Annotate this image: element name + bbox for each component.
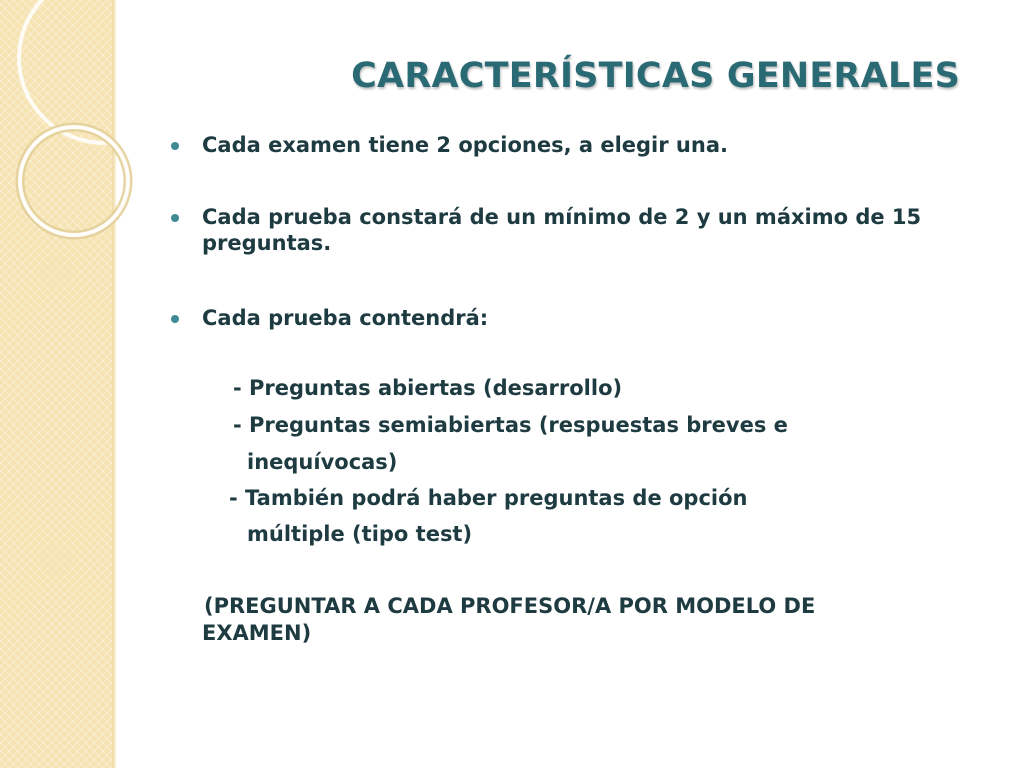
bullet-item (171, 132, 961, 162)
sub-item-line: - También podrá haber preguntas de opción (229, 486, 748, 510)
note-line: EXAMEN) (202, 621, 312, 645)
slide-title: CARACTERÍSTICAS GENERALES (351, 56, 960, 96)
sub-item-line: inequívocas) (247, 450, 398, 474)
bullet-text: Cada examen tiene 2 opciones, a elegir una. (202, 133, 728, 157)
bullet-text: Cada prueba constará de un mínimo de 2 y un máximo de 15 preguntas. (202, 205, 922, 255)
bullet-dot (171, 214, 179, 222)
decorative-rings (0, 0, 180, 270)
sub-item-line: múltiple (tipo test) (247, 522, 473, 546)
bullet-dot (171, 142, 179, 150)
bullet-dot (171, 315, 179, 323)
sub-item-line: - Preguntas semiabiertas (respuestas breves e (233, 413, 788, 437)
note-line: (PREGUNTAR A CADA PROFESOR/A POR MODELO DE (204, 594, 816, 618)
sub-item-line: - Preguntas abiertas (desarrollo) (233, 376, 623, 400)
bullet-text: Cada prueba contendrá: (202, 306, 489, 330)
bullet-item (171, 305, 961, 335)
bullet-item (171, 204, 961, 260)
ring-small (20, 127, 128, 235)
